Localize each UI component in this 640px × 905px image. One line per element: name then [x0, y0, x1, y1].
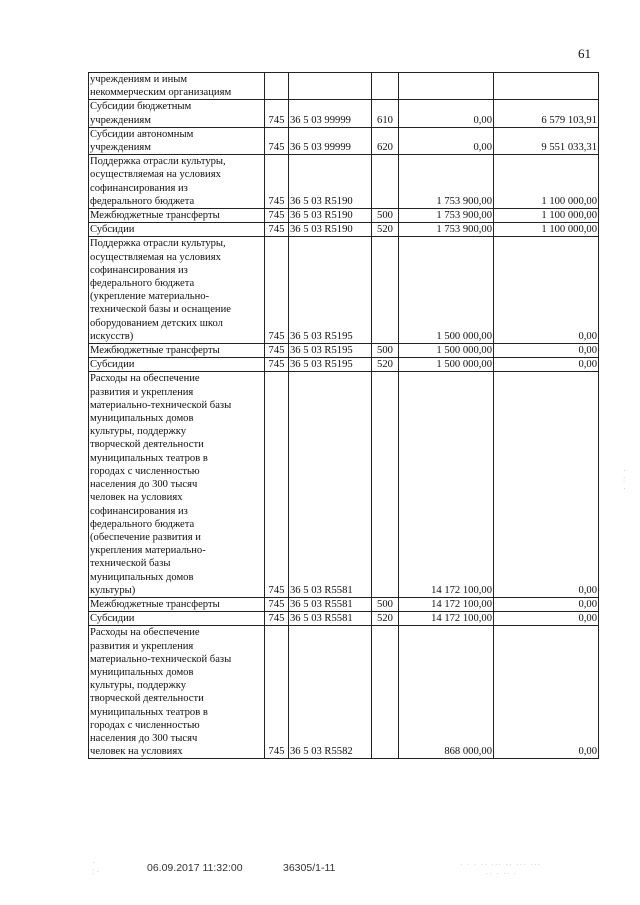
row-amount-2: 0,00	[494, 612, 599, 626]
row-amount-2: 0,00	[494, 237, 599, 344]
row-amount-1: 868 000,00	[399, 626, 494, 759]
row-amount-1: 1 500 000,00	[399, 358, 494, 372]
row-amount-1: 1 500 000,00	[399, 237, 494, 344]
row-amount-1: 1 753 900,00	[399, 209, 494, 223]
footer-date: 06.09.2017 11:32:00	[147, 862, 243, 874]
row-target-article: 36 5 03 R5195	[289, 344, 372, 358]
row-ved-code: 745	[265, 127, 289, 154]
row-amount-2: 0,00	[494, 358, 599, 372]
row-amount-2: 6 579 103,91	[494, 100, 599, 127]
table-row	[89, 209, 599, 223]
row-amount-2	[494, 73, 599, 100]
row-ved-code: 745	[265, 597, 289, 611]
budget-table-body	[89, 73, 599, 759]
table-row	[89, 626, 599, 759]
row-expense-type: 620	[372, 127, 399, 154]
row-amount-1: 1 753 900,00	[399, 155, 494, 209]
row-ved-code: 745	[265, 223, 289, 237]
row-expense-type: 610	[372, 100, 399, 127]
row-target-article: 36 5 03 R5581	[289, 612, 372, 626]
row-name: Поддержка отрасли культуры, осуществляемая на условиях софинансирования из федерального бюджета	[89, 155, 265, 209]
row-name: Расходы на обеспечение развития и укрепления материально-технической базы муниципальных домов культуры, поддержку творческой деятельности муниципальных театров в городах с численностью населения до 300 тысяч человек на условиях софинансирования из федерального бюджета (обеспечение развития и укрепления материально- технической базы муниципальных домов культуры)	[89, 372, 265, 597]
row-name: Межбюджетные трансферты	[89, 344, 265, 358]
row-target-article: 36 5 03 99999	[289, 100, 372, 127]
row-expense-type: 520	[372, 612, 399, 626]
table-row	[89, 127, 599, 154]
row-ved-code	[265, 73, 289, 100]
row-ved-code: 745	[265, 358, 289, 372]
table-row	[89, 372, 599, 597]
scan-corner-mark: · : ·	[92, 858, 100, 876]
table-row	[89, 223, 599, 237]
table-row	[89, 597, 599, 611]
table-row	[89, 358, 599, 372]
row-expense-type: 520	[372, 223, 399, 237]
row-amount-1: 0,00	[399, 100, 494, 127]
row-name: Субсидии	[89, 223, 265, 237]
faint-scan-imprint: · · · ·· ··· ·· ··· ··· ·· · ·· ·	[460, 860, 542, 878]
row-ved-code: 745	[265, 155, 289, 209]
row-target-article: 36 5 03 R5195	[289, 237, 372, 344]
row-name: учреждениям и иным некоммерческим организациям	[89, 73, 265, 100]
row-amount-2: 1 100 000,00	[494, 209, 599, 223]
row-amount-2: 9 551 033,31	[494, 127, 599, 154]
row-ved-code: 745	[265, 209, 289, 223]
row-target-article: 36 5 03 R5190	[289, 155, 372, 209]
row-expense-type	[372, 237, 399, 344]
row-target-article: 36 5 03 R5581	[289, 372, 372, 597]
row-amount-2: 0,00	[494, 372, 599, 597]
row-target-article	[289, 73, 372, 100]
row-ved-code: 745	[265, 372, 289, 597]
table-row	[89, 612, 599, 626]
row-amount-1: 14 172 100,00	[399, 597, 494, 611]
row-amount-1: 1 500 000,00	[399, 344, 494, 358]
row-amount-1: 14 172 100,00	[399, 612, 494, 626]
row-target-article: 36 5 03 R5581	[289, 597, 372, 611]
row-ved-code: 745	[265, 626, 289, 759]
scan-edge-mark: · : ·	[623, 466, 626, 493]
row-amount-2: 1 100 000,00	[494, 155, 599, 209]
row-expense-type	[372, 73, 399, 100]
row-amount-1: 0,00	[399, 127, 494, 154]
row-name: Межбюджетные трансферты	[89, 209, 265, 223]
row-ved-code: 745	[265, 237, 289, 344]
row-amount-2: 0,00	[494, 344, 599, 358]
row-name: Субсидии автономным учреждениям	[89, 127, 265, 154]
row-expense-type: 520	[372, 358, 399, 372]
row-target-article: 36 5 03 R5190	[289, 223, 372, 237]
table-row	[89, 237, 599, 344]
row-expense-type: 500	[372, 597, 399, 611]
row-expense-type	[372, 626, 399, 759]
row-ved-code: 745	[265, 100, 289, 127]
table-row	[89, 73, 599, 100]
row-amount-1	[399, 73, 494, 100]
row-target-article: 36 5 03 R5195	[289, 358, 372, 372]
row-target-article: 36 5 03 99999	[289, 127, 372, 154]
row-amount-2: 1 100 000,00	[494, 223, 599, 237]
row-target-article: 36 5 03 R5582	[289, 626, 372, 759]
row-expense-type	[372, 155, 399, 209]
row-name: Субсидии бюджетным учреждениям	[89, 100, 265, 127]
row-name: Межбюджетные трансферты	[89, 597, 265, 611]
row-amount-1: 1 753 900,00	[399, 223, 494, 237]
table-row	[89, 100, 599, 127]
row-name: Субсидии	[89, 612, 265, 626]
row-expense-type: 500	[372, 344, 399, 358]
table-row	[89, 155, 599, 209]
row-ved-code: 745	[265, 344, 289, 358]
page-number: 61	[578, 46, 591, 61]
budget-table	[88, 72, 599, 759]
row-name: Субсидии	[89, 358, 265, 372]
row-expense-type	[372, 372, 399, 597]
row-target-article: 36 5 03 R5190	[289, 209, 372, 223]
row-amount-2: 0,00	[494, 597, 599, 611]
row-amount-1: 14 172 100,00	[399, 372, 494, 597]
footer-doc-number: 36305/1-11	[283, 862, 336, 874]
row-name: Поддержка отрасли культуры, осуществляемая на условиях софинансирования из федерального бюджета (укрепление материально- технической базы и оснащение оборудованием детских школ искусств)	[89, 237, 265, 344]
row-ved-code: 745	[265, 612, 289, 626]
row-expense-type: 500	[372, 209, 399, 223]
table-row	[89, 344, 599, 358]
row-amount-2: 0,00	[494, 626, 599, 759]
row-name: Расходы на обеспечение развития и укрепления материально-технической базы муниципальных домов культуры, поддержку творческой деятельности муниципальных театров в городах с численностью населения до 300 тысяч человек на условиях	[89, 626, 265, 759]
